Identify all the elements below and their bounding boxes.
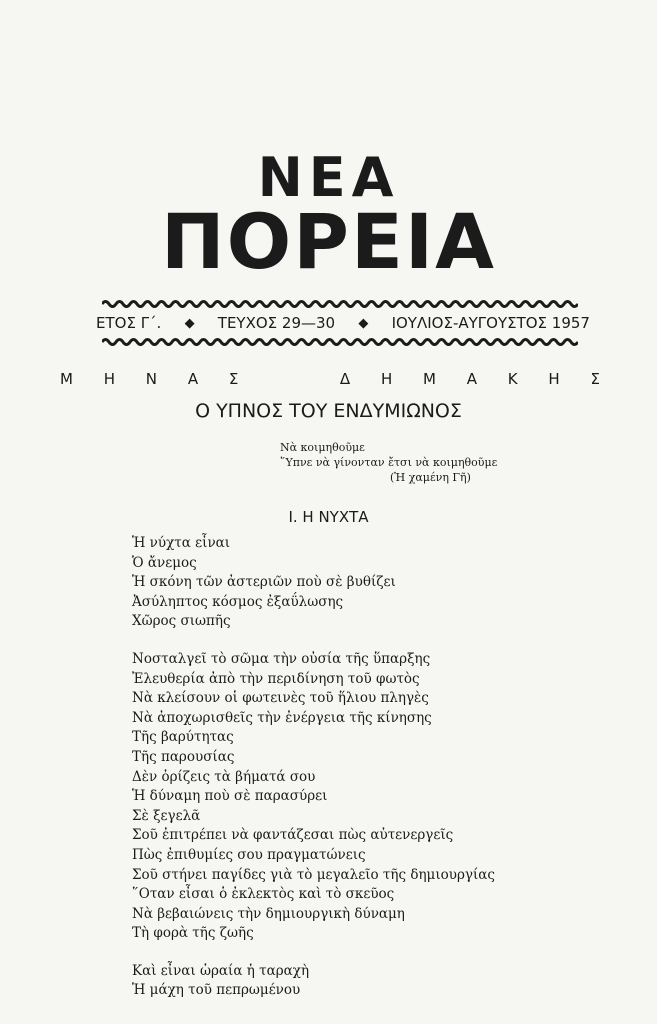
- author-letter: Σ: [228, 370, 239, 388]
- issue-number: ΤΕΥΧΟΣ 29—30: [217, 314, 336, 332]
- author-letter: Η: [548, 370, 560, 388]
- poem-body: [132, 534, 495, 1001]
- wave-rule-bottom: [102, 336, 578, 348]
- poem-line: ῞Οταν εἶσαι ὁ ἐκλεκτὸς καὶ τὸ σκεῦος: [132, 886, 395, 903]
- issue-year: ΕΤΟΣ Γ΄.: [96, 314, 162, 332]
- poem-line: Ἡ μάχη τοῦ πεπρωμένου: [132, 982, 301, 999]
- wave-rule-top: [102, 298, 578, 310]
- diamond-separator-icon: ◆: [184, 315, 195, 331]
- poem-line: Τὴ φορὰ τῆς ζωῆς: [132, 925, 254, 942]
- diamond-separator-icon: ◆: [358, 315, 369, 331]
- issue-line: [96, 314, 590, 332]
- poem-line: Νὰ κλείσουν οἱ φωτεινὲς τοῦ ἥλιου πληγὲς: [132, 690, 429, 707]
- author-letter: Α: [187, 370, 199, 388]
- poem-line: Νὰ ἀποχωρισθεῖς τὴν ἐνέργεια τῆς κίνησης: [132, 709, 432, 726]
- masthead-line-2: ΠΟΡΕΙΑ: [161, 197, 496, 286]
- poem-line: Σοῦ στήνει παγίδες γιὰ τὸ μεγαλεῖο τῆς δημιουργίας: [132, 866, 495, 883]
- poem-line: Καὶ εἶναι ὡραία ἡ ταραχὴ: [132, 962, 310, 979]
- section-title: Ι. Η ΝΥΧΤΑ: [288, 508, 369, 526]
- epigraph: [280, 440, 497, 485]
- poem-line: Τῆς παρουσίας: [132, 748, 235, 765]
- poem-line: Νὰ βεβαιώνεις τὴν δημιουργικὴ δύναμη: [132, 905, 405, 922]
- poem-title: Ο ΥΠΝΟΣ ΤΟΥ ΕΝΔΥΜΙΩΝΟΣ: [195, 400, 462, 422]
- poem-line: Σὲ ξεγελᾶ: [132, 807, 201, 824]
- author-letter: Α: [466, 370, 478, 388]
- poem-line: Σοῦ ἐπιτρέπει νὰ φαντάζεσαι πὼς αὐτενεργεῖς: [132, 827, 454, 844]
- author-letter: Η: [380, 370, 393, 388]
- author-letter: Η: [103, 370, 116, 388]
- epigraph-line: Νὰ κοιμηθοῦμε: [280, 441, 365, 454]
- author-letter: Μ: [423, 370, 436, 388]
- poem-line: Δὲν ὁρίζεις τὰ βήματά σου: [132, 768, 316, 785]
- poem-line: Νοσταλγεῖ τὸ σῶμα τὴν οὐσία τῆς ὕπαρξης: [132, 650, 431, 667]
- issue-date: ΙΟΥΛΙΟΣ-ΑΥΓΟΥΣΤΟΣ 1957: [391, 314, 590, 332]
- epigraph-source: (Ἡ χαμένη Γῆ): [390, 471, 471, 484]
- poem-line: Ἀσύληπτος κόσμος ἐξαΰλωσης: [132, 593, 344, 610]
- poem-line: Πὼς ἐπιθυμίες σου πραγματώνεις: [132, 846, 366, 863]
- poem-line: Τῆς βαρύτητας: [132, 729, 234, 746]
- poem-line: Ἐλευθερία ἀπὸ τὴν περιδίνηση τοῦ φωτὸς: [132, 670, 420, 687]
- poem-line: Ἡ δύναμη ποὺ σὲ παρασύρει: [132, 788, 328, 805]
- masthead-line-1: ΝΕΑ: [257, 146, 400, 209]
- poem-line: Ἡ σκόνη τῶν ἀστεριῶν ποὺ σὲ βυθίζει: [132, 574, 396, 591]
- author-letter: Ν: [145, 370, 158, 388]
- epigraph-line: ῞Υπνε νὰ γίνονταν ἔτσι νὰ κοιμηθοῦμε: [280, 456, 498, 469]
- author-letter: Κ: [507, 370, 518, 388]
- poem-line: Ὁ ἄνεμος: [132, 554, 197, 571]
- author-name: [60, 370, 600, 388]
- poem-line: Ἡ νύχτα εἶναι: [132, 535, 231, 551]
- poem-line: Χῶρος σιωπῆς: [132, 613, 231, 630]
- author-letter: Σ: [590, 370, 600, 388]
- author-letter: Δ: [339, 370, 351, 388]
- author-letter: Μ: [60, 370, 73, 388]
